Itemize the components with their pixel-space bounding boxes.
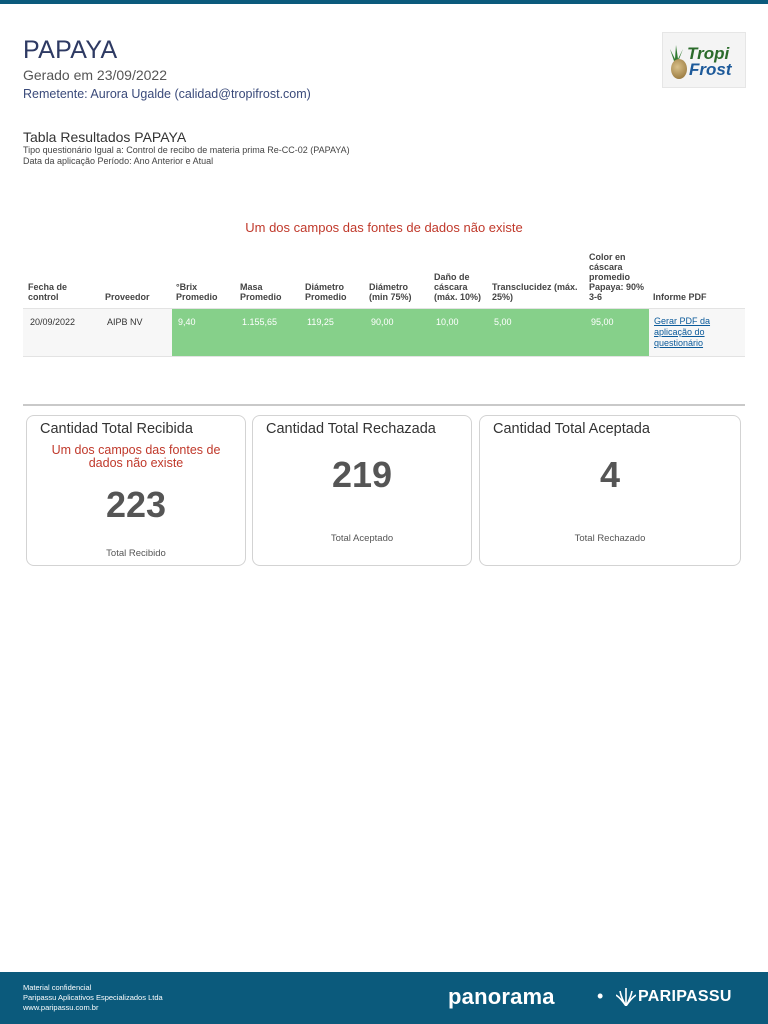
pineapple-icon bbox=[671, 59, 687, 79]
card-label: Total Rechazado bbox=[574, 533, 646, 544]
table-row bbox=[23, 309, 745, 357]
cell-proveedor: AIPB NV bbox=[107, 317, 143, 327]
cell-fecha: 20/09/2022 bbox=[30, 317, 76, 327]
card-value: 4 bbox=[599, 454, 621, 495]
cell-dano: 10,00 bbox=[436, 317, 459, 327]
table-section-header bbox=[23, 129, 623, 167]
card-total-aceptada bbox=[479, 415, 741, 566]
card-title: Cantidad Total Rechazada bbox=[266, 421, 436, 437]
header-fecha-control: Fecha de control bbox=[28, 282, 68, 302]
report-header bbox=[23, 36, 623, 101]
card-title: Cantidad Total Aceptada bbox=[493, 421, 650, 437]
header-masa: Masa Promedio bbox=[240, 282, 282, 302]
card-value: 223 bbox=[105, 484, 167, 525]
header-color-cascara: Color en cáscara promedio Papaya: 90% 3-6 bbox=[589, 252, 645, 302]
header-diametro: Diámetro Promedio bbox=[305, 282, 347, 302]
cell-color: 95,00 bbox=[591, 317, 614, 327]
footer-legal bbox=[23, 983, 163, 1013]
table-title: Tabla Resultados PAPAYA bbox=[23, 129, 187, 145]
paripassu-leaf-icon bbox=[616, 988, 636, 1006]
data-source-error-message: Um dos campos das fontes de dados não existe bbox=[245, 220, 523, 235]
page-footer bbox=[0, 972, 768, 1024]
panorama-logo: panorama bbox=[448, 984, 555, 1009]
logo-frost-text: Frost bbox=[689, 60, 732, 79]
sender-info: Remetente: Aurora Ugalde (calidad@tropifrost.com) bbox=[23, 87, 311, 101]
application-date-filter: Data da aplicação Período: Ano Anterior e Atual bbox=[23, 156, 214, 166]
results-table bbox=[23, 252, 745, 357]
top-accent-bar bbox=[0, 0, 768, 4]
company-logo bbox=[662, 32, 746, 88]
header-diametro-min: Diámetro (min 75%) bbox=[369, 282, 412, 302]
header-informe-pdf: Informe PDF bbox=[653, 292, 707, 302]
questionnaire-type-filter: Tipo questionário Igual a: Control de recibo de materia prima Re-CC-02 (PAPAYA) bbox=[23, 145, 350, 155]
paripassu-logo: PARIPASSU bbox=[638, 988, 732, 1005]
card-label: Total Aceptado bbox=[330, 533, 394, 544]
header-dano-cascara: Daño de cáscara (máx. 10%) bbox=[434, 272, 482, 302]
header-transclucidez: Transclucidez (máx. 25%) bbox=[492, 282, 578, 302]
generated-date: Gerado em 23/09/2022 bbox=[23, 67, 167, 83]
cell-masa: 1.155,65 bbox=[242, 317, 278, 327]
generate-pdf-link[interactable]: Gerar PDF da aplicação do questionário bbox=[654, 316, 711, 348]
card-title: Cantidad Total Recibida bbox=[40, 421, 193, 437]
table-header-row bbox=[23, 252, 745, 309]
card-value: 219 bbox=[331, 454, 393, 495]
logo-tropi-text: Tropi bbox=[687, 44, 730, 63]
brand-separator: • bbox=[597, 986, 604, 1006]
report-title: PAPAYA bbox=[23, 36, 118, 64]
footer-website: www.paripassu.com.br bbox=[23, 1003, 99, 1012]
cell-diametro: 119,25 bbox=[307, 317, 334, 327]
footer-company-name: Paripassu Aplicativos Especializados Ltda bbox=[23, 993, 163, 1002]
card-label: Total Recibido bbox=[106, 548, 166, 559]
header-proveedor: Proveedor bbox=[105, 292, 150, 302]
header-brix: °Brix Promedio bbox=[176, 282, 218, 302]
footer-confidential: Material confidencial bbox=[23, 983, 92, 992]
card-error-message: Um dos campos das fontes de dados não existe bbox=[51, 443, 221, 470]
cell-diametro-min: 90,00 bbox=[371, 317, 394, 327]
section-divider bbox=[23, 404, 745, 406]
card-total-rechazada bbox=[252, 415, 472, 566]
cell-transclucidez: 5,00 bbox=[494, 317, 512, 327]
card-total-recibida bbox=[26, 415, 246, 566]
cell-brix: 9,40 bbox=[178, 317, 196, 327]
